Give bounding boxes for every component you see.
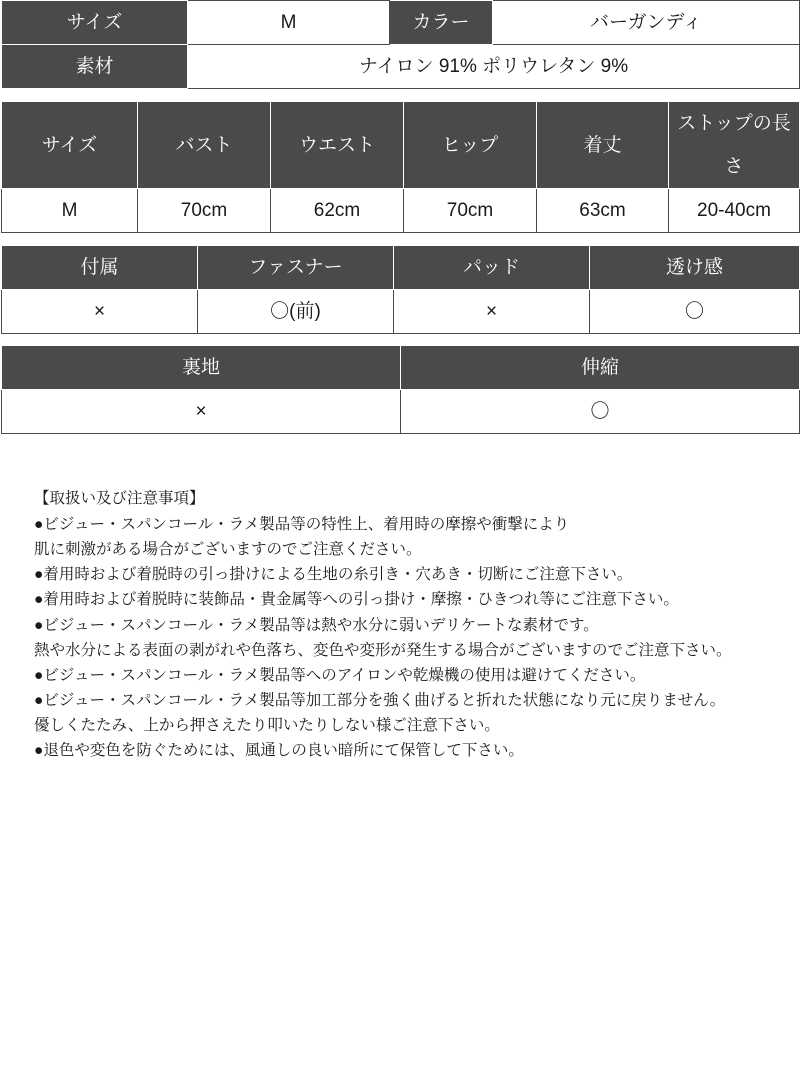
table-header-row [2, 246, 800, 290]
lining-value-stretch: 〇 [401, 390, 800, 434]
table-row [2, 189, 800, 233]
table-row [2, 1, 800, 45]
feature-value-sheerness: 〇 [590, 290, 800, 334]
measure-value-bust: 70cm [138, 189, 271, 233]
feature-value-accessory: × [2, 290, 198, 334]
cell-size-label: サイズ [2, 1, 188, 45]
cell-color-label: カラー [390, 1, 493, 45]
table-header-row [2, 102, 800, 189]
lining-table [1, 345, 800, 434]
measure-value-waist: 62cm [271, 189, 404, 233]
care-note-line: ●退色や変色を防ぐためには、風通しの良い暗所にて保管して下さい。 [34, 742, 524, 760]
measure-value-length: 63cm [537, 189, 669, 233]
cell-material-value: ナイロン 91% ポリウレタン 9% [188, 45, 800, 89]
care-notes [0, 486, 800, 763]
table-spacer [0, 233, 800, 245]
cell-size-value: M [188, 1, 390, 45]
measurements-table [1, 101, 800, 233]
table-spacer [0, 334, 800, 345]
care-notes-title: 【取扱い及び注意事項】 [34, 490, 205, 507]
feature-header-sheerness: 透け感 [590, 246, 800, 290]
care-note-line: 優しくたたみ、上から押さえたり叩いたりしない様ご注意下さい。 [34, 716, 500, 734]
care-note-line: ●ビジュー・スパンコール・ラメ製品等加工部分を強く曲げると折れた状態になり元に戻りません。 [34, 691, 726, 709]
lining-value-lining: × [2, 390, 401, 434]
table-row [2, 45, 800, 89]
measure-header-size: サイズ [2, 102, 138, 189]
lining-header-lining: 裏地 [2, 346, 401, 390]
table-row [2, 390, 800, 434]
lining-header-stretch: 伸縮 [401, 346, 800, 390]
feature-header-zipper: ファスナー [198, 246, 394, 290]
measure-header-waist: ウエスト [271, 102, 404, 189]
measure-header-strap-length: ストップの長さ [669, 102, 800, 189]
measure-value-hip: 70cm [404, 189, 537, 233]
feature-value-pad: × [394, 290, 590, 334]
care-note-line: ●ビジュー・スパンコール・ラメ製品等は熱や水分に弱いデリケートな素材です。 [34, 616, 599, 634]
features-table [1, 245, 800, 334]
table-header-row [2, 346, 800, 390]
feature-value-zipper: 〇(前) [198, 290, 394, 334]
cell-material-label: 素材 [2, 45, 188, 89]
care-note-line: ●ビジュー・スパンコール・ラメ製品等へのアイロンや乾燥機の使用は避けてください。 [34, 666, 646, 684]
care-note-line: ●着用時および着脱時に装飾品・貴金属等への引っ掛け・摩擦・ひきつれ等にご注意下さい。 [34, 591, 679, 609]
basic-info-table [1, 0, 800, 89]
measure-header-length: 着丈 [537, 102, 669, 189]
care-note-line: ●ビジュー・スパンコール・ラメ製品等の特性上、着用時の摩擦や衝撃により [34, 516, 570, 534]
measure-header-bust: バスト [138, 102, 271, 189]
measure-header-hip: ヒップ [404, 102, 537, 189]
cell-color-value: バーガンディ [493, 1, 800, 45]
care-note-line: 肌に刺激がある場合がございますのでご注意ください。 [34, 541, 422, 559]
table-spacer [0, 89, 800, 101]
care-note-line: ●着用時および着脱時の引っ掛けによる生地の糸引き・穴あき・切断にご注意下さい。 [34, 566, 633, 584]
care-note-line: 熱や水分による表面の剥がれや色落ち、変色や変形が発生する場合がございますのでご注意下さい。 [34, 641, 732, 659]
table-row [2, 290, 800, 334]
measure-value-strap-length: 20-40cm [669, 189, 800, 233]
measure-value-size: M [2, 189, 138, 233]
feature-header-pad: パッド [394, 246, 590, 290]
feature-header-accessory: 付属 [2, 246, 198, 290]
